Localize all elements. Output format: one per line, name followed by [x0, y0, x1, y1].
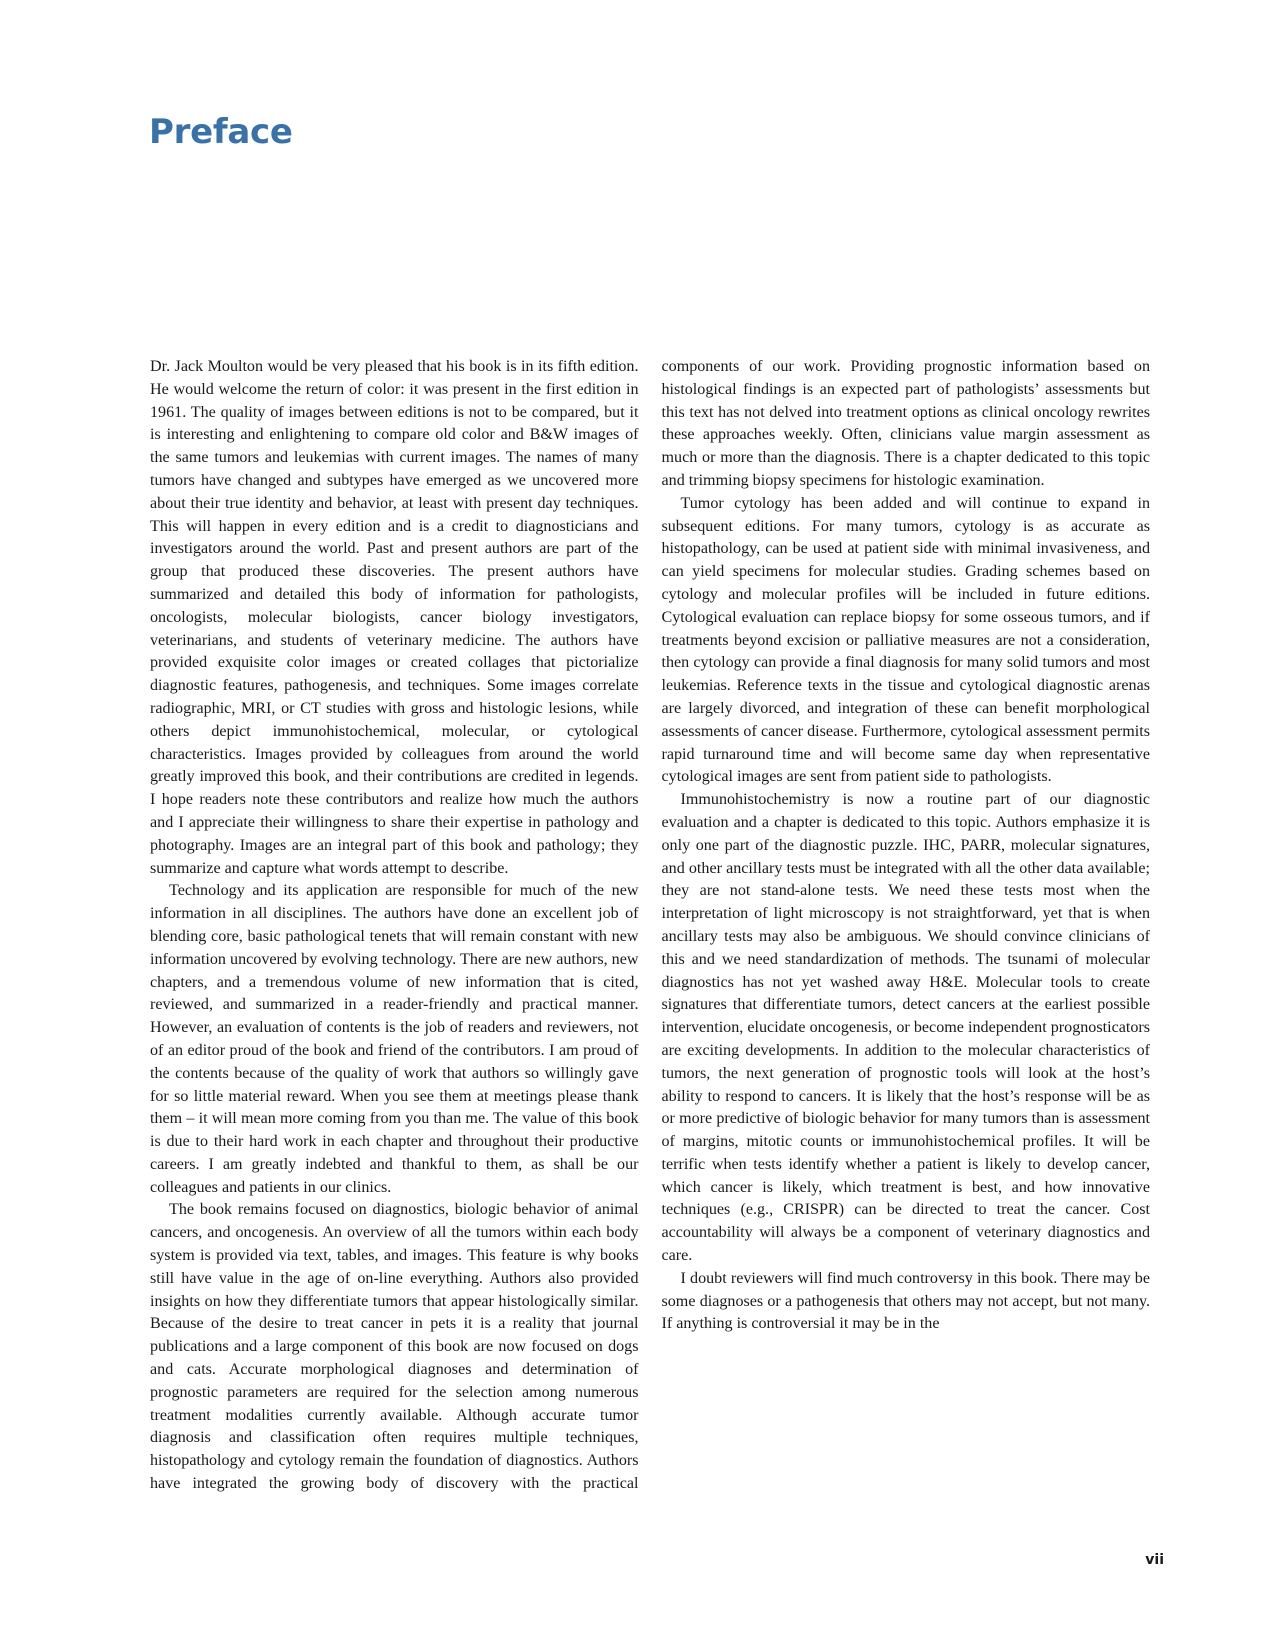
paragraph: Immunohistochemistry is now a routine part of our diagnostic evaluation and a chapter is dedicated to this topic. Authors emphasize it is only one part of the diagnostic puzzle. IHC, PARR, molecular signatures, and other ancillary tests must be integrated with all the other data available; they are not stand-alone tests. We need these tests most when the interpretation of light microscopy is not straightforward, yet that is when ancillary tests may also be ambiguous. We should convince clinicians of this and we need standardization of methods. The tsunami of molecular diagnostics has not yet washed away H&E. Molecular tools to create signatures that differentiate tumors, detect cancers at the earliest possible intervention, elucidate oncogenesis, or become independent prognosticators are exciting developments. In addition to the molecular characteristics of tumors, the next generation of prognostic tools will look at the host’s ability to respond to cancers. It is likely that the host’s response will be as or more predictive of biologic behavior for many tumors than is assessment of margins, mitotic counts or immunohistochemical profiles. It will be terrific when tests identify whether a patient is likely to develop cancer, which cancer is likely, which treatment is best, and how innovative techniques (e.g., CRISPR) can be directed to treat the cancer. Cost accountability will always be a component of veterinary diagnostics and care.: [661, 791, 1150, 1265]
page-number: vii: [1145, 1552, 1164, 1568]
paragraph: Technology and its application are responsible for much of the new information in all disciplines. The authors have done an excellent job of blending core, basic pathological tenets that will remain constant with new information uncovered by evolving technology. There are new authors, new chapters, and a tremendous volume of new information that is cited, reviewed, and summarized in a reader-friendly and practical manner. However, an evaluation of contents is the job of readers and reviewers, not of an editor proud of the book and friend of the contributors. I am proud of the contents because of the quality of work that authors so willingly gave for so little material reward. When you see them at meetings please thank them – it will mean more coming from you than me. The value of this book is due to their hard work in each chapter and throughout their productive careers. I am greatly indebted and thankful to them, as shall be our colleagues and patients in our clinics.: [150, 882, 639, 1196]
body-text-columns: [150, 356, 1150, 1516]
paragraph: Tumor cytology has been added and will continue to expand in subsequent editions. For many tumors, cytology is as accurate as histopathology, can be used at patient side with minimal invasiveness, and can yield specimens for molecular studies. Grading schemes based on cytology and molecular profiles will be included in future editions. Cytological evaluation can replace biopsy for some osseous tumors, and if treatments beyond excision or palliative measures are not a consideration, then cytology can provide a final diagnosis for many solid tumors and most leukemias. Reference texts in the tissue and cytological diagnostic arenas are largely divorced, and integration of these can benefit morphological assessments of cancer disease. Furthermore, cytological assessment permits rapid turnaround time and will become same day when representative cytological images are sent from patient side to pathologists.: [661, 494, 1150, 786]
paragraph: Dr. Jack Moulton would be very pleased that his book is in its fifth edition. He would welcome the return of color: it was present in the first edition in 1961. The quality of images between editions is not to be compared, but it is interesting and enlightening to compare old color and B&W images of the same tumors and leukemias with current images. The names of many tumors have changed and subtypes have emerged as we uncovered more about their true identity and behavior, at least with present day techniques. This will happen in every edition and is a credit to diagnosticians and investigators around the world. Past and present authors are part of the group that produced these discoveries. The present authors have summarized and detailed this body of information for pathologists, oncologists, molecular biologists, cancer biology investigators, veterinarians, and students of veterinary medicine. The authors have provided exquisite color images or created collages that pictorialize diagnostic features, pathogenesis, and techniques. Some images correlate radiographic, MRI, or CT studies with gross and histologic lesions, while others depict immunohistochemical, molecular, or cytological characteristics. Images provided by colleagues from around the world greatly improved this book, and their contributions are credited in legends. I hope readers note these contributors and realize how much the authors and I appreciate their willingness to share their expertise in pathology and photography. Images are an integral part of this book and pathology; they summarize and capture what words attempt to describe.: [150, 358, 639, 877]
page-title: Preface: [149, 112, 293, 152]
paragraph: I doubt reviewers will find much controversy in this book. There may be some diagnoses or a pathogenesis that others may not accept, but not many. If anything is controversial it may be in the: [661, 1269, 1150, 1333]
paragraph: The book remains focused on diagnostics, biologic behavior of animal cancers, and oncogenesis. An overview of all the tumors within each body system is provided via text, tables, and images. This feature is why books still have value in the age of on-line everything. Authors also provided insights on how they differentiate tumors that appear histologically similar. Because of the desire to treat cancer in pets it is a reality that journal publications and a large component of this book are now focused on dogs and cats. Accurate morphological diagnoses and determination of prognostic parameters are required for the selection among numerous treatment modalities currently available. Although accurate tumor diagnosis and classification often requires multiple techniques, histopathology and cytology remain the foundation of diagnostics. Authors have integrated the growing body of discovery with the practical components of our work. Providing prognostic information based on histological findings is an expected part of pathologists’ assessments but this text has not delved into treatment options as clinical oncology rewrites these approaches weekly. Often, clinicians value margin assessment as much or more than the diagnosis. There is a chapter dedicated to this topic and trimming biopsy specimens for histologic examination.: [150, 358, 1150, 1493]
